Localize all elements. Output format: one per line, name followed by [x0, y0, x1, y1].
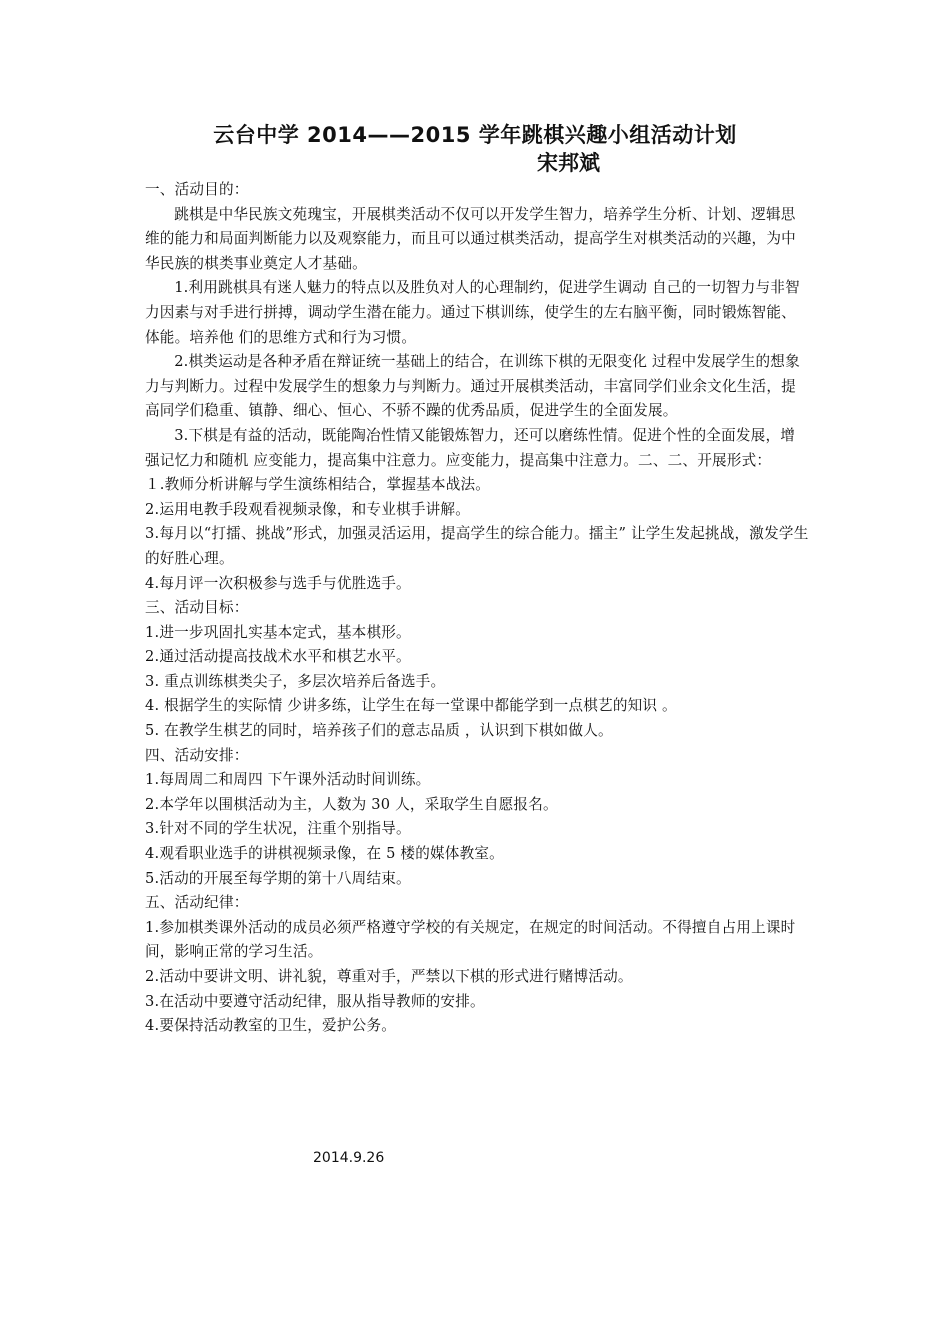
list-item-schedule-5: 5.活动的开展至每学期的第十八周结束。	[145, 869, 411, 887]
section-heading-goals: 三、活动目标：	[145, 599, 249, 617]
list-item-goal-5: 5. 在教学生棋艺的同时，培养孩子们的意志品质 ，认识到下棋如做人。	[145, 722, 613, 740]
section-heading-schedule: 四、活动安排：	[145, 746, 249, 764]
list-item-rule-1: 1.参加棋类课外活动的成员必须严格遵守学校的有关规定，在规定的时间活动。不得擅自占用上课时间，影响正常的学习生活。	[145, 918, 796, 961]
list-item-rule-2: 2.活动中要讲文明、讲礼貌，尊重对手，严禁以下棋的形式进行赌博活动。	[145, 968, 633, 985]
paragraph-purpose-1: 1.利用跳棋具有迷人魅力的特点以及胜负对人的心理制约，促进学生调动 自己的一切智力与非智力因素与对手进行拼搏，调动学生潜在能力。通过下棋训练，使学生的左右脑平衡，同时锻炼智能、体能。培养他 们的思维方式和行为习惯。	[145, 279, 800, 346]
document-author: 宋邦斌	[537, 151, 600, 175]
section-heading-purpose: 一、活动目的：	[145, 181, 249, 198]
section-heading-rules: 五、活动纪律：	[145, 894, 249, 912]
list-item-schedule-2: 2.本学年以围棋活动为主，人数为 30 人，采取学生自愿报名。	[145, 795, 558, 813]
list-item-schedule-1: 1.每周周二和周四 下午课外活动时间训练。	[145, 771, 431, 789]
document-title: 云台中学 2014——2015 学年跳棋兴趣小组活动计划	[213, 123, 737, 147]
list-item-format-3: 3.每月以“打擂、挑战”形式，加强灵活运用，提高学生的综合能力。擂主” 让学生发起挑战，激发学生的好胜心理。	[145, 525, 809, 567]
paragraph-purpose-3: 3.下棋是有益的活动，既能陶冶性情又能锻炼智力，还可以磨练性情。促进个性的全面发展，增强记忆力和随机 应变能力，提高集中注意力。应变能力，提高集中注意力。二、二、开展形式：	[145, 426, 796, 469]
list-item-goal-1: 1.进一步巩固扎实基本定式，基本棋形。	[145, 623, 411, 641]
list-item-format-4: 4.每月评一次积极参与选手与优胜选手。	[145, 574, 411, 592]
paragraph-intro: 跳棋是中华民族文苑瑰宝，开展棋类活动不仅可以开发学生智力，培养学生分析、计划、逻辑思维的能力和局面判断能力以及观察能力，而且可以通过棋类活动，提高学生对棋类活动的兴趣，为中华民族的棋类事业奠定人才基础。	[145, 205, 796, 272]
list-item-goal-4: 4. 根据学生的实际情 少讲多练，让学生在每一堂课中都能学到一点棋艺的知识 。	[145, 697, 677, 715]
list-item-format-2: 2.运用电教手段观看视频录像，和专业棋手讲解。	[145, 500, 470, 518]
list-item-rule-4: 4.要保持活动教室的卫生，爱护公务。	[145, 1017, 397, 1035]
document-date: 2014.9.26	[313, 1150, 385, 1166]
list-item-goal-3: 3. 重点训练棋类尖子，多层次培养后备选手。	[145, 672, 446, 690]
list-item-schedule-4: 4.观看职业选手的讲棋视频录像，在 5 楼的媒体教室。	[145, 845, 504, 863]
paragraph-purpose-2: 2.棋类运动是各种矛盾在辩证统一基础上的结合，在训练下棋的无限变化 过程中发展学生的想象力与判断力。过程中发展学生的想象力与判断力。通过开展棋类活动，丰富同学们业余文化生活，提高同学们稳重、镇静、细心、恒心、不骄不躁的优秀品质，促进学生的全面发展。	[145, 353, 800, 420]
document-body	[145, 178, 809, 1039]
list-item-rule-3: 3.在活动中要遵守活动纪律，服从指导教师的安排。	[145, 992, 485, 1010]
list-item-schedule-3: 3.针对不同的学生状况，注重个别指导。	[145, 820, 411, 838]
list-item-goal-2: 2.通过活动提高技战术水平和棋艺水平。	[145, 648, 411, 666]
list-item-format-1: １.教师分析讲解与学生演练相结合，掌握基本战法。	[145, 476, 491, 494]
